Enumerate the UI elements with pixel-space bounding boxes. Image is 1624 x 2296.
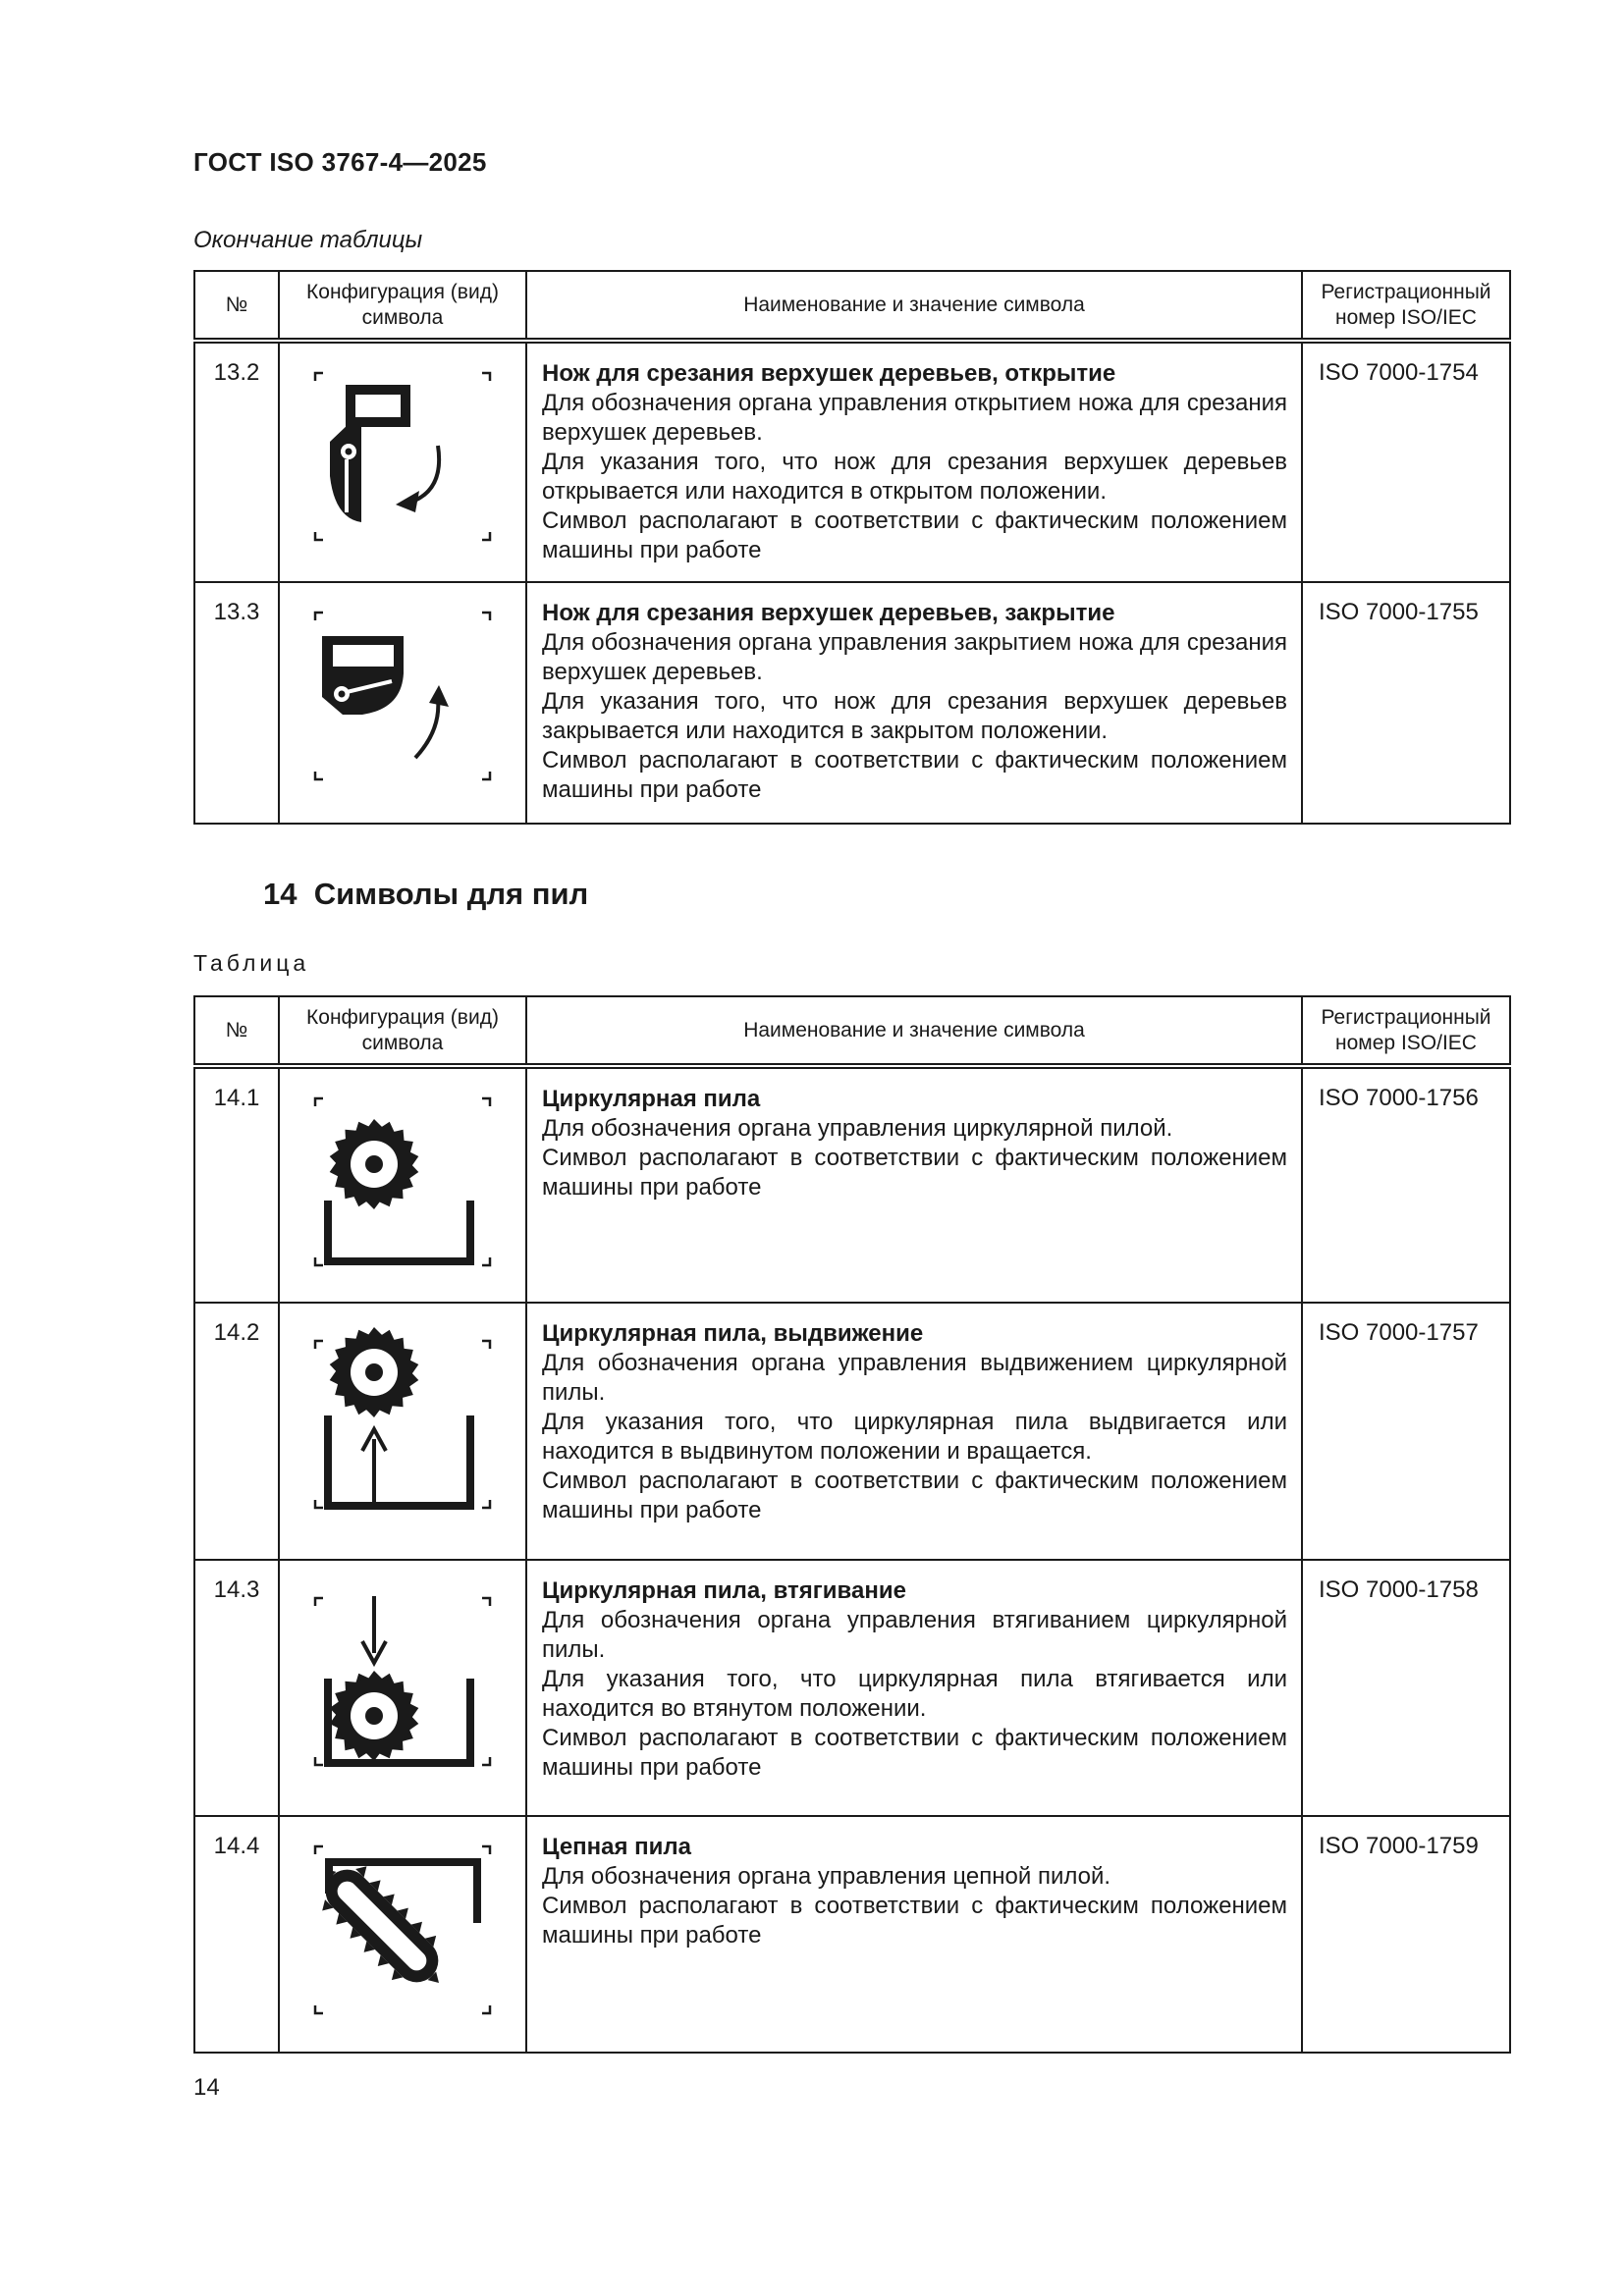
description-line: Символ располагают в соответствии с фактическим положением машины при работе (542, 1725, 1287, 1781)
description-line: Для обозначения органа управления втягиванием циркулярной пилы. (542, 1607, 1287, 1663)
table-row (194, 1560, 1510, 1816)
registration-number: ISO 7000-1759 (1302, 1816, 1510, 2053)
tree-topping-knife-open-icon (286, 344, 519, 575)
row-number: 14.1 (194, 1066, 279, 1303)
symbol-title: Нож для срезания верхушек деревьев, закрытие (542, 600, 1115, 626)
circular-saw-icon (286, 1069, 519, 1301)
tree-topping-knife-close-icon (286, 583, 519, 815)
description-line: Символ располагают в соответствии с фактическим положением машины при работе (542, 507, 1287, 563)
table-label: Таблица (193, 950, 310, 976)
description-line: Символ располагают в соответствии с фактическим положением машины при работе (542, 747, 1287, 803)
table-continuation-caption: Окончание таблицы (193, 227, 423, 253)
row-number: 13.2 (194, 341, 279, 582)
row-number: 14.3 (194, 1560, 279, 1816)
circular-saw-extend-icon (286, 1304, 519, 1551)
symbol-title: Циркулярная пила (542, 1086, 761, 1112)
table-row (194, 1816, 1510, 2053)
description-line: Для обозначения органа управления цепной пилой. (542, 1863, 1111, 1890)
section-number: 14 (263, 877, 298, 911)
description-line: Для указания того, что нож для срезания верхушек деревьев закрывается или находится в закрытом положении. (542, 688, 1287, 744)
saw-symbols-table (193, 995, 1511, 2054)
symbol-cell (279, 1816, 526, 2053)
table-header-row (194, 996, 1510, 1066)
description-cell (526, 1560, 1302, 1816)
row-number: 14.2 (194, 1303, 279, 1560)
page-number: 14 (193, 2074, 220, 2101)
table-row (194, 582, 1510, 824)
description-line: Для обозначения органа управления циркулярной пилой. (542, 1115, 1173, 1142)
table-row (194, 1066, 1510, 1303)
description-line: Для указания того, что нож для срезания верхушек деревьев открывается или находится в открытом положении. (542, 449, 1287, 505)
description-cell (526, 1303, 1302, 1560)
symbol-cell (279, 341, 526, 582)
symbol-cell (279, 1303, 526, 1560)
column-header-symbol: Конфигурация (вид) символа (279, 996, 526, 1066)
symbol-cell (279, 1066, 526, 1303)
description-cell (526, 582, 1302, 824)
description-line: Символ располагают в соответствии с фактическим положением машины при работе (542, 1893, 1287, 1949)
table-row (194, 341, 1510, 582)
column-header-symbol: Конфигурация (вид) символа (279, 271, 526, 341)
symbol-title: Цепная пила (542, 1834, 692, 1860)
registration-number: ISO 7000-1756 (1302, 1066, 1510, 1303)
description-line: Для указания того, что циркулярная пила выдвигается или находится в выдвинутом положении и вращается. (542, 1409, 1287, 1465)
column-header-registration: Регистрационный номер ISO/IEC (1302, 271, 1510, 341)
section-heading (263, 877, 588, 912)
description-line: Символ располагают в соответствии с фактическим положением машины при работе (542, 1145, 1287, 1201)
table-header-row (194, 271, 1510, 341)
column-header-number: № (194, 996, 279, 1066)
symbols-table-continuation (193, 270, 1511, 825)
description-cell (526, 1816, 1302, 2053)
symbol-title: Циркулярная пила, выдвижение (542, 1320, 924, 1347)
column-header-number: № (194, 271, 279, 341)
description-cell (526, 341, 1302, 582)
symbol-title: Нож для срезания верхушек деревьев, открытие (542, 360, 1116, 387)
symbol-cell (279, 1560, 526, 1816)
description-line: Для обозначения органа управления выдвижением циркулярной пилы. (542, 1350, 1287, 1406)
symbol-title: Циркулярная пила, втягивание (542, 1577, 906, 1604)
description-line: Для обозначения органа управления закрытием ножа для срезания верхушек деревьев. (542, 629, 1287, 685)
column-header-registration: Регистрационный номер ISO/IEC (1302, 996, 1510, 1066)
description-line: Для обозначения органа управления открытием ножа для срезания верхушек деревьев. (542, 390, 1287, 446)
row-number: 14.4 (194, 1816, 279, 2053)
column-header-description: Наименование и значение символа (526, 271, 1302, 341)
row-number: 13.3 (194, 582, 279, 824)
description-cell (526, 1066, 1302, 1303)
registration-number: ISO 7000-1754 (1302, 341, 1510, 582)
registration-number: ISO 7000-1757 (1302, 1303, 1510, 1560)
circular-saw-retract-icon (286, 1561, 519, 1808)
description-line: Символ располагают в соответствии с фактическим положением машины при работе (542, 1468, 1287, 1523)
document-header: ГОСТ ISO 3767-4—2025 (193, 147, 487, 177)
registration-number: ISO 7000-1758 (1302, 1560, 1510, 1816)
table-row (194, 1303, 1510, 1560)
registration-number: ISO 7000-1755 (1302, 582, 1510, 824)
chain-saw-icon (286, 1817, 519, 2049)
section-title-text: Символы для пил (313, 877, 589, 911)
symbol-cell (279, 582, 526, 824)
description-line: Для указания того, что циркулярная пила втягивается или находится во втянутом положении. (542, 1666, 1287, 1722)
column-header-description: Наименование и значение символа (526, 996, 1302, 1066)
